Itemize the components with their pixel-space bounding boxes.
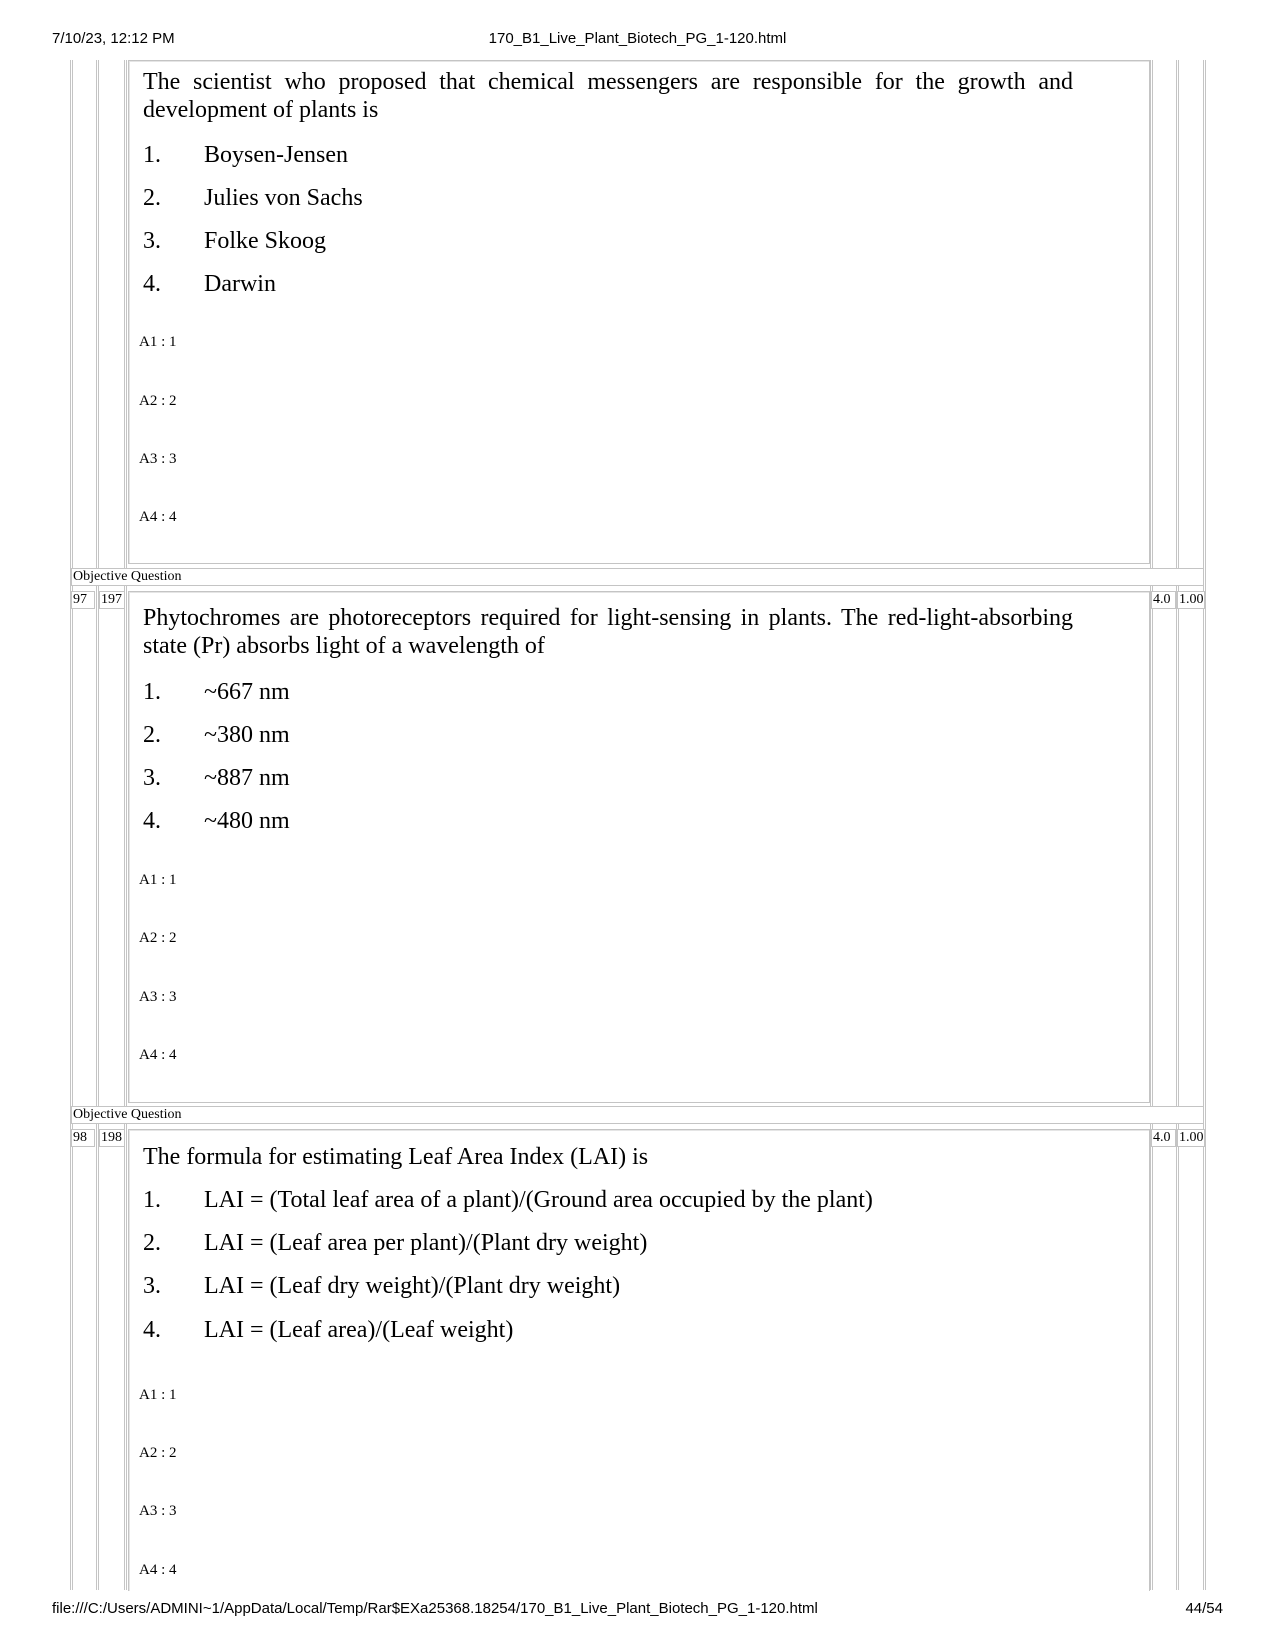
answer-key: A3 : 3 bbox=[139, 1503, 177, 1519]
question-content-box bbox=[128, 60, 1150, 564]
answer-key: A2 : 2 bbox=[139, 1445, 177, 1461]
option-4 bbox=[143, 807, 290, 835]
question-marks: 4.0 bbox=[1151, 591, 1176, 609]
question-text: The scientist who proposed that chemical messengers are responsible for the growth and development of plants is bbox=[143, 69, 1073, 123]
option-text: LAI = (Leaf dry weight)/(Plant dry weight) bbox=[204, 1273, 621, 1299]
option-4 bbox=[143, 1316, 513, 1344]
option-number: 2. bbox=[143, 185, 161, 211]
answer-key: A3 : 3 bbox=[139, 989, 177, 1005]
question-negative-marks: 1.00 bbox=[1179, 592, 1204, 607]
print-footer bbox=[0, 1600, 1275, 1622]
option-3 bbox=[143, 1272, 620, 1300]
option-text: Folke Skoog bbox=[204, 228, 327, 254]
print-header bbox=[0, 30, 1275, 52]
question-type-row: Objective Question bbox=[71, 1106, 1204, 1124]
option-number: 1. bbox=[143, 142, 161, 168]
question-serial: 97 bbox=[71, 591, 95, 609]
question-type-row: Objective Question bbox=[71, 568, 1204, 586]
option-number: 3. bbox=[143, 765, 161, 791]
option-4 bbox=[143, 270, 276, 298]
question-content-box bbox=[128, 591, 1150, 1103]
option-text: LAI = (Leaf area)/(Leaf weight) bbox=[204, 1317, 514, 1343]
option-number: 3. bbox=[143, 228, 161, 254]
option-text: Julies von Sachs bbox=[204, 185, 363, 211]
option-text: ~667 nm bbox=[204, 679, 290, 705]
option-1 bbox=[143, 141, 348, 169]
answer-key: A2 : 2 bbox=[139, 393, 177, 409]
print-page-number: 44/54 bbox=[1185, 1600, 1223, 1617]
answer-key: A2 : 2 bbox=[139, 930, 177, 946]
option-number: 1. bbox=[143, 1187, 161, 1213]
option-1 bbox=[143, 678, 290, 706]
option-number: 4. bbox=[143, 1317, 161, 1343]
answer-key: A1 : 1 bbox=[139, 872, 177, 888]
question-marks: 4.0 bbox=[1151, 1129, 1176, 1147]
option-text: Boysen-Jensen bbox=[204, 142, 348, 168]
answer-key: A4 : 4 bbox=[139, 1562, 177, 1578]
option-number: 4. bbox=[143, 271, 161, 297]
answer-key: A4 : 4 bbox=[139, 509, 177, 525]
answer-key: A1 : 1 bbox=[139, 334, 177, 350]
option-number: 3. bbox=[143, 1273, 161, 1299]
option-text: LAI = (Leaf area per plant)/(Plant dry weight) bbox=[204, 1230, 648, 1256]
option-number: 4. bbox=[143, 808, 161, 834]
option-2 bbox=[143, 721, 290, 749]
answer-key: A4 : 4 bbox=[139, 1047, 177, 1063]
option-2 bbox=[143, 1229, 647, 1257]
option-text: LAI = (Total leaf area of a plant)/(Ground area occupied by the plant) bbox=[204, 1187, 873, 1213]
print-doc-title: 170_B1_Live_Plant_Biotech_PG_1-120.html bbox=[488, 30, 787, 47]
question-negative-marks: 1.00 bbox=[1179, 1130, 1204, 1145]
option-number: 2. bbox=[143, 722, 161, 748]
option-text: Darwin bbox=[204, 271, 276, 297]
question-text: The formula for estimating Leaf Area Index (LAI) is bbox=[143, 1144, 649, 1170]
question-id: 198 bbox=[99, 1129, 125, 1147]
answer-key: A3 : 3 bbox=[139, 451, 177, 467]
option-number: 2. bbox=[143, 1230, 161, 1256]
option-2 bbox=[143, 184, 363, 212]
option-3 bbox=[143, 764, 290, 792]
option-text: ~380 nm bbox=[204, 722, 290, 748]
option-1 bbox=[143, 1186, 873, 1214]
question-text: Phytochromes are photoreceptors required for light-sensing in plants. The red-light-absorbing state (Pr) absorbs light of a wavelength of bbox=[143, 605, 1073, 659]
option-number: 1. bbox=[143, 679, 161, 705]
option-text: ~887 nm bbox=[204, 765, 290, 791]
option-text: ~480 nm bbox=[204, 808, 290, 834]
question-serial: 98 bbox=[71, 1129, 95, 1147]
answer-key: A1 : 1 bbox=[139, 1387, 177, 1403]
option-3 bbox=[143, 227, 326, 255]
print-datetime: 7/10/23, 12:12 PM bbox=[52, 30, 175, 47]
question-id: 197 bbox=[99, 591, 125, 609]
print-file-url: file:///C:/Users/ADMINI~1/AppData/Local/Temp/Rar$EXa25368.18254/170_B1_Live_Plant_Biotech_PG_1-120.html bbox=[52, 1600, 818, 1617]
